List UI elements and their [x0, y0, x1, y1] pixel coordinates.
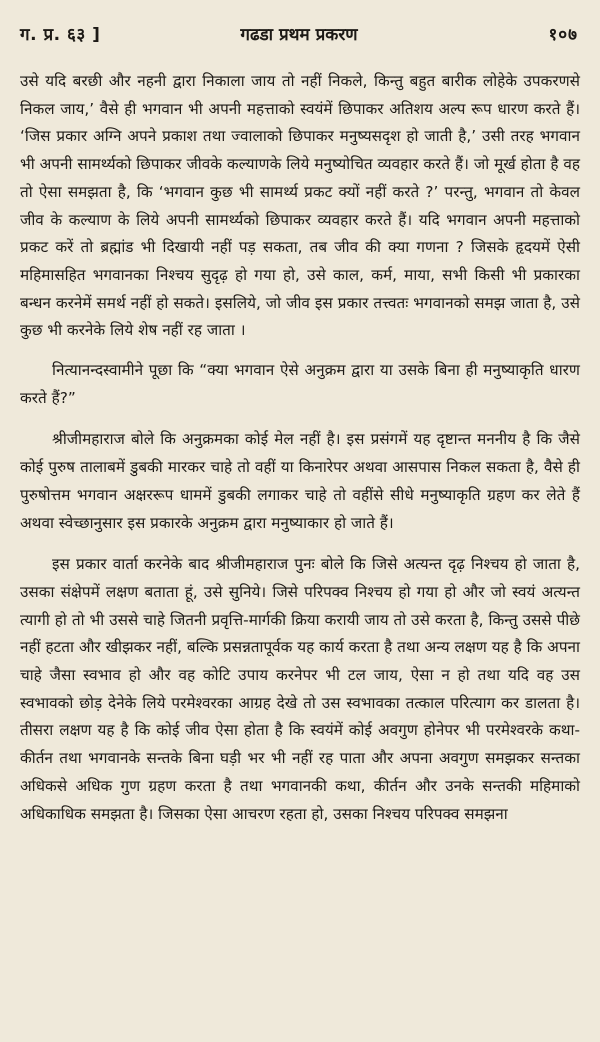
- page-number: १०७: [548, 24, 578, 45]
- paragraph: नित्यानन्दस्वामीने पूछा कि “क्या भगवान ऐसे अनुक्रम द्वारा या उसके बिना ही मनुष्याकृति धारण करते हैं?”: [20, 361, 580, 407]
- body-text: [20, 68, 580, 828]
- paragraph: इस प्रकार वार्ता करनेके बाद श्रीजीमहाराज पुनः बोले कि जिसे अत्यन्त दृढ़ निश्चय हो जाता है, उसका संक्षेपमें लक्षण बताता हूं, उसे सुनिये। जिसे परिपक्व निश्चय हो गया हो और जो स्वयं अत्यन्त त्यागी हो तो भी उससे चाहे जितनी प्रवृत्ति-मार्गकी क्रिया करायी जाय तो उसे करता है, किन्तु उससे पीछे नहीं हटता और खीझकर नहीं, बल्कि प्रसन्नतापूर्वक यह कार्य करता है तथा अन्य लक्षण यह है कि अपना चाहे जैसा स्वभाव हो और वह कोटि उपाय करनेपर भी टल जाय, ऐसा न हो तथा यदि वह उस स्वभावको छोड़ देनेके लिये परमेश्वरका आग्रह देखे तो उस स्वभावका तत्काल परित्याग कर डालता है। तीसरा लक्षण यह है कि कोई जीव ऐसा होता है कि स्वयंमें कोई अवगुण होनेपर भी परमेश्वरके कथा-कीर्तन तथा भगवानके सन्तके बिना घड़ी भर भी नहीं रह पाता और अपना अवगुण समझकर सन्तका अधिकसे अधिक गुण ग्रहण करता है तथा भगवानकी कथा, कीर्तन और उनके सन्तकी महिमाको अधिकाधिक समझता है। जिसका ऐसा आचरण रहता हो, उसका निश्चय परिपक्व समझना: [20, 555, 580, 823]
- running-header: [20, 18, 578, 48]
- paragraph: श्रीजीमहाराज बोले कि अनुक्रमका कोई मेल नहीं है। इस प्रसंगमें यह दृष्टान्त मननीय है कि जैसे कोई पुरुष तालाबमें डुबकी मारकर चाहे तो वहीं या किनारेपर अथवा आसपास निकल सकता है, वैसे ही पुरुषोत्तम भगवान अक्षररूप धाममें डुबकी लगाकर चाहे तो वहींसे सीधे मनुष्याकृति ग्रहण कर लेते हैं अथवा स्वेच्छानुसार इस प्रकारके अनुक्रम द्वारा मनुष्याकार हो जाते हैं।: [20, 430, 580, 532]
- chapter-title: गढडा प्रथम प्रकरण: [240, 24, 358, 45]
- section-reference: ग. प्र. ६३ ]: [20, 24, 101, 45]
- paragraph: उसे यदि बरछी और नहनी द्वारा निकाला जाय तो नहीं निकले, किन्तु बहुत बारीक लोहेके उपकरणसे निकल जाय,’ वैसे ही भगवान भी अपनी महत्ताको स्वयंमें छिपाकर अतिशय अल्प रूप धारण करते हैं। ‘जिस प्रकार अग्नि अपने प्रकाश तथा ज्वालाको छिपाकर मनुष्यसदृश हो जाती है,’ उसी तरह भगवान भी अपनी सामर्थ्यको छिपाकर जीवके कल्याणके लिये मनुष्योचित व्यवहार करते हैं। जो मूर्ख होता है वह तो ऐसा समझता है, कि ‘भगवान कुछ भी सामर्थ्य प्रकट क्यों नहीं करते ?’ परन्तु, भगवान तो केवल जीव के कल्याण के लिये अपनी सामर्थ्यको छिपाकर व्यवहार करते हैं। यदि भगवान अपनी महत्ताको प्रकट करें तो ब्रह्मांड भी दिखायी नहीं पड़ सकता, तब जीव की क्या गणना ? जिसके हृदयमें ऐसी महिमासहित भगवानका निश्चय सुदृढ़ हो गया हो, उसे काल, कर्म, माया, सभी किसी भी प्रकारका बन्धन करनेमें समर्थ नहीं हो सकते। इसलिये, जो जीव इस प्रकार तत्त्वतः भगवानको समझ जाता है, उसे कुछ भी करनेके लिये शेष नहीं रह जाता ।: [20, 72, 580, 340]
